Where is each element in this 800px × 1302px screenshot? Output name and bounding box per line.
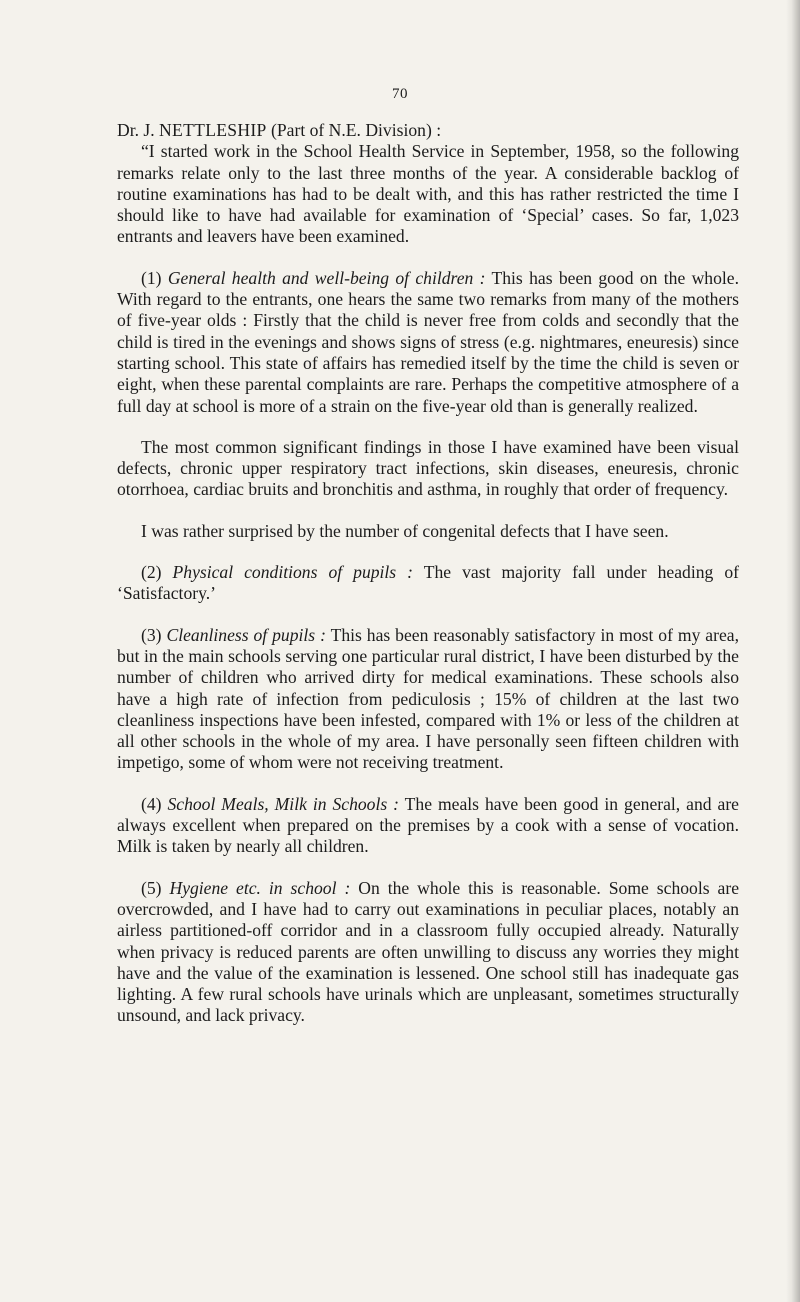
paragraph-hygiene [117, 878, 739, 1027]
paragraph-title: School Meals, Milk in Schools : [167, 793, 400, 814]
paragraph-title: Physical conditions of pupils : [172, 562, 414, 583]
heading-suffix: (Part of N.E. Division) : [271, 120, 442, 140]
paragraph-text: I was rather surprised by the number of congenital defects that I have seen. [141, 520, 669, 541]
paragraph-intro [117, 141, 739, 247]
paragraph-general-health [117, 268, 739, 417]
paragraph-number: (4) [141, 793, 162, 814]
paragraph-text: The most common significant findings in those I have examined have been visual defects, chronic upper respiratory tract infections, skin diseases, eneuresis, chronic otorrhoea, cardiac bruits and bronchitis and asthma, in roughly that order of frequency. [117, 436, 739, 500]
page-edge-shadow [786, 0, 800, 1302]
paragraph-text: This has been reasonably satisfactory in most of my area, but in the main schools serving one particular rural district, I have been disturbed by the number of children who arrived dirty for medical examinations. These schools also have a high rate of infection from pediculosis ; 15% of children at the last two cleanliness inspections have been infested, compared with 1% or less of the children at all other schools in the whole of my area. I have personally seen fifteen children with impetigo, some of whom were not receiving treatment. [117, 624, 739, 773]
paragraph-number: (1) [141, 267, 162, 288]
paragraph-text: On the whole this is reasonable. Some schools are overcrowded, and I have had to carry out examinations in peculiar places, notably an airless partitioned-off corridor and in a classroom fully occupied already. Naturally when privacy is reduced parents are often unwilling to discuss any worries they might have and the value of the examination is lessened. One school still has inadequate gas lighting. A few rural schools have urinals which are unpleasant, sometimes structurally unsound, and lack privacy. [117, 877, 740, 1026]
paragraph-title: Cleanliness of pupils : [166, 624, 326, 645]
paragraph-title: Hygiene etc. in school : [169, 877, 351, 898]
paragraph-text: “I started work in the School Health Service in September, 1958, so the following remarks relate only to the last three months of the year. A considerable backlog of routine examinations has had to be dealt with, and this has rather restricted the time I should like to have had available for examination of ‘Special’ cases. So far, 1,023 entrants and leavers have been examined. [117, 141, 739, 247]
paragraph-findings [117, 437, 739, 501]
section-heading [117, 120, 739, 141]
paragraph-number: (5) [141, 877, 162, 898]
paragraph-number: (2) [141, 562, 162, 583]
paragraph-text: The meals have been good in general, and are always excellent when prepared on the premises by a cook with a sense of vocation. Milk is taken by nearly all children. [117, 793, 739, 857]
page-number: 70 [392, 86, 408, 102]
paragraph-title: General health and well-being of children : [167, 267, 486, 288]
paragraph-school-meals [117, 794, 739, 858]
paragraph-physical-conditions [117, 562, 739, 605]
paragraph-text: This has been good on the whole. With regard to the entrants, one hears the same two remarks from many of the mothers of five-year olds : Firstly that the child is never free from colds and secondly that the child is tired in the evenings and shows signs of stress (e.g. nightmares, eneuresis) since starting school. This state of affairs has remedied itself by the time the child is seven or eight, when these parental complaints are rare. Perhaps the competitive atmosphere of a full day at school is more of a strain on the five-year old than is generally realized. [117, 267, 739, 416]
heading-name: NETTLESHIP [159, 120, 267, 140]
paragraph-cleanliness [117, 625, 739, 774]
paragraph-congenital [117, 521, 739, 542]
document-body [117, 120, 739, 1027]
heading-prefix: Dr. J. [117, 120, 155, 140]
paragraph-number: (3) [141, 624, 162, 645]
paragraph-text: The vast majority fall under heading of ‘Satisfactory.’ [117, 562, 739, 604]
